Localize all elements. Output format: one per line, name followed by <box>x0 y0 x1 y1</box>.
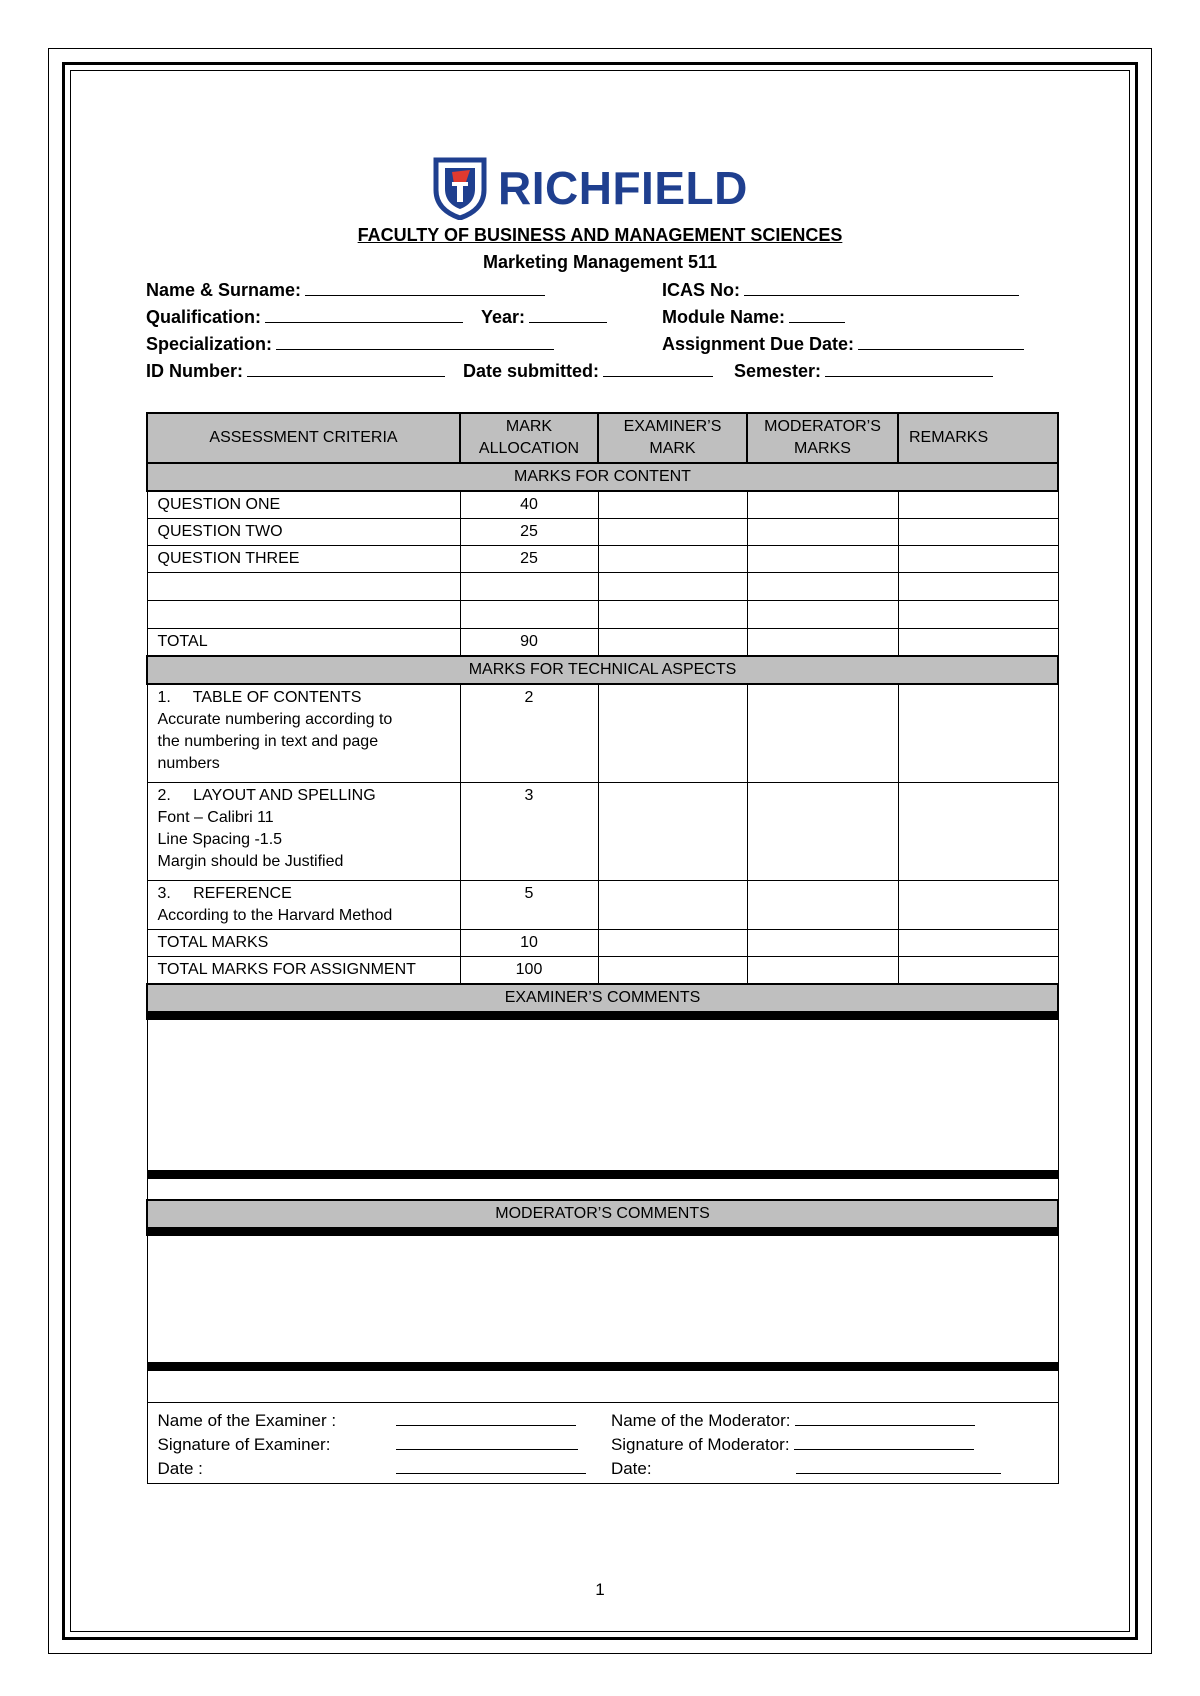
spacer-row <box>147 1367 1058 1403</box>
richfield-logo <box>432 155 772 221</box>
moderator-signature-line[interactable] <box>794 1437 974 1450</box>
examiner-date-label: Date : <box>157 1459 203 1478</box>
examiner-comments-box[interactable] <box>147 1015 1058 1174</box>
moderator-mark-cell[interactable] <box>747 782 898 880</box>
module-title: Marketing Management 511 <box>482 252 718 272</box>
header-remarks: REMARKS <box>898 413 1058 463</box>
table-header-row <box>147 413 1058 463</box>
section-content: MARKS FOR CONTENT <box>147 463 1058 491</box>
technical-row-reference: 3. REFERENCE According to the Harvard Method 5 <box>147 880 1058 929</box>
remarks-cell[interactable] <box>898 629 1058 657</box>
table-row: QUESTION ONE 40 <box>147 491 1058 519</box>
moderator-signature-label: Signature of Moderator: <box>610 1435 790 1454</box>
remarks-cell[interactable] <box>898 491 1058 519</box>
specialization-field: Specialization: <box>146 334 554 355</box>
remarks-cell[interactable] <box>898 929 1058 956</box>
assessment-table <box>146 412 1059 1484</box>
section-examiner-comments: EXAMINER’S COMMENTS <box>147 984 1058 1016</box>
moderator-name-label: Name of the Moderator: <box>610 1411 791 1430</box>
section-moderator-comments: MODERATOR’S COMMENTS <box>147 1200 1058 1232</box>
total-marks-row: TOTAL MARKS 10 <box>147 929 1058 956</box>
table-row-empty <box>147 601 1058 629</box>
remarks-cell[interactable] <box>898 546 1058 573</box>
moderator-mark-cell[interactable] <box>747 929 898 956</box>
examiner-mark-cell[interactable] <box>598 491 747 519</box>
moderator-name-line[interactable] <box>795 1413 975 1426</box>
remarks-cell[interactable] <box>898 519 1058 546</box>
examiner-mark-cell[interactable] <box>598 956 747 984</box>
section-technical: MARKS FOR TECHNICAL ASPECTS <box>147 656 1058 684</box>
examiner-comments-input[interactable] <box>147 1015 1058 1174</box>
semester-field: Semester: <box>734 361 993 382</box>
moderator-mark-cell[interactable] <box>747 519 898 546</box>
page-number: 1 <box>595 1580 605 1599</box>
examiner-name-line[interactable] <box>396 1413 576 1426</box>
moderator-date-line[interactable] <box>796 1461 1001 1474</box>
examiner-signature-line[interactable] <box>396 1437 578 1450</box>
examiner-name-label: Name of the Examiner : <box>157 1411 337 1430</box>
icas-no-field: ICAS No: <box>662 280 1019 301</box>
header-mark-allocation: MARK ALLOCATION <box>460 413 598 463</box>
shield-icon <box>432 156 488 220</box>
moderator-comments-input[interactable] <box>147 1232 1058 1367</box>
moderator-mark-cell[interactable] <box>747 546 898 573</box>
content-total-row: TOTAL 90 <box>147 629 1058 657</box>
date-submitted-field: Date submitted: <box>463 361 713 382</box>
spacer-row <box>147 1174 1058 1200</box>
examiner-date-line[interactable] <box>396 1461 586 1474</box>
examiner-mark-cell[interactable] <box>598 519 747 546</box>
remarks-cell[interactable] <box>898 956 1058 984</box>
header-examiners-mark: EXAMINER’S MARK <box>598 413 747 463</box>
name-surname-field: Name & Surname: <box>146 280 545 301</box>
examiner-mark-cell[interactable] <box>598 782 747 880</box>
examiner-mark-cell[interactable] <box>598 929 747 956</box>
module-name-field: Module Name: <box>662 307 845 328</box>
moderator-comments-box[interactable] <box>147 1232 1058 1367</box>
logo-wordmark: RICHFIELD <box>498 162 748 214</box>
remarks-cell[interactable] <box>898 782 1058 880</box>
moderator-mark-cell[interactable] <box>747 684 898 782</box>
technical-row-layout: 2. LAYOUT AND SPELLING Font – Calibri 11 Line Spacing -1.5 Margin should be Justified 3 <box>147 782 1058 880</box>
assignment-due-date-field: Assignment Due Date: <box>662 334 1024 355</box>
year-field: Year: <box>481 307 607 328</box>
moderator-mark-cell[interactable] <box>747 956 898 984</box>
examiner-mark-cell[interactable] <box>598 546 747 573</box>
examiner-mark-cell[interactable] <box>598 684 747 782</box>
examiner-mark-cell[interactable] <box>598 629 747 657</box>
signature-block <box>147 1403 1058 1484</box>
moderator-mark-cell[interactable] <box>747 491 898 519</box>
examiner-signature-label: Signature of Examiner: <box>157 1435 331 1454</box>
moderator-mark-cell[interactable] <box>747 880 898 929</box>
table-row: QUESTION THREE 25 <box>147 546 1058 573</box>
total-assignment-row: TOTAL MARKS FOR ASSIGNMENT 100 <box>147 956 1058 984</box>
faculty-title: FACULTY OF BUSINESS AND MANAGEMENT SCIENCES <box>357 225 843 245</box>
moderator-mark-cell[interactable] <box>747 629 898 657</box>
id-number-field: ID Number: <box>146 361 445 382</box>
qualification-field: Qualification: <box>146 307 463 328</box>
remarks-cell[interactable] <box>898 684 1058 782</box>
table-row: QUESTION TWO 25 <box>147 519 1058 546</box>
header-moderators-marks: MODERATOR’S MARKS <box>747 413 898 463</box>
table-row-empty <box>147 573 1058 601</box>
remarks-cell[interactable] <box>898 880 1058 929</box>
technical-row-toc: 1. TABLE OF CONTENTS Accurate numbering according to the numbering in text and page numbers 2 <box>147 684 1058 782</box>
moderator-date-label: Date: <box>610 1459 652 1478</box>
examiner-mark-cell[interactable] <box>598 880 747 929</box>
header-assessment-criteria: ASSESSMENT CRITERIA <box>147 413 460 463</box>
